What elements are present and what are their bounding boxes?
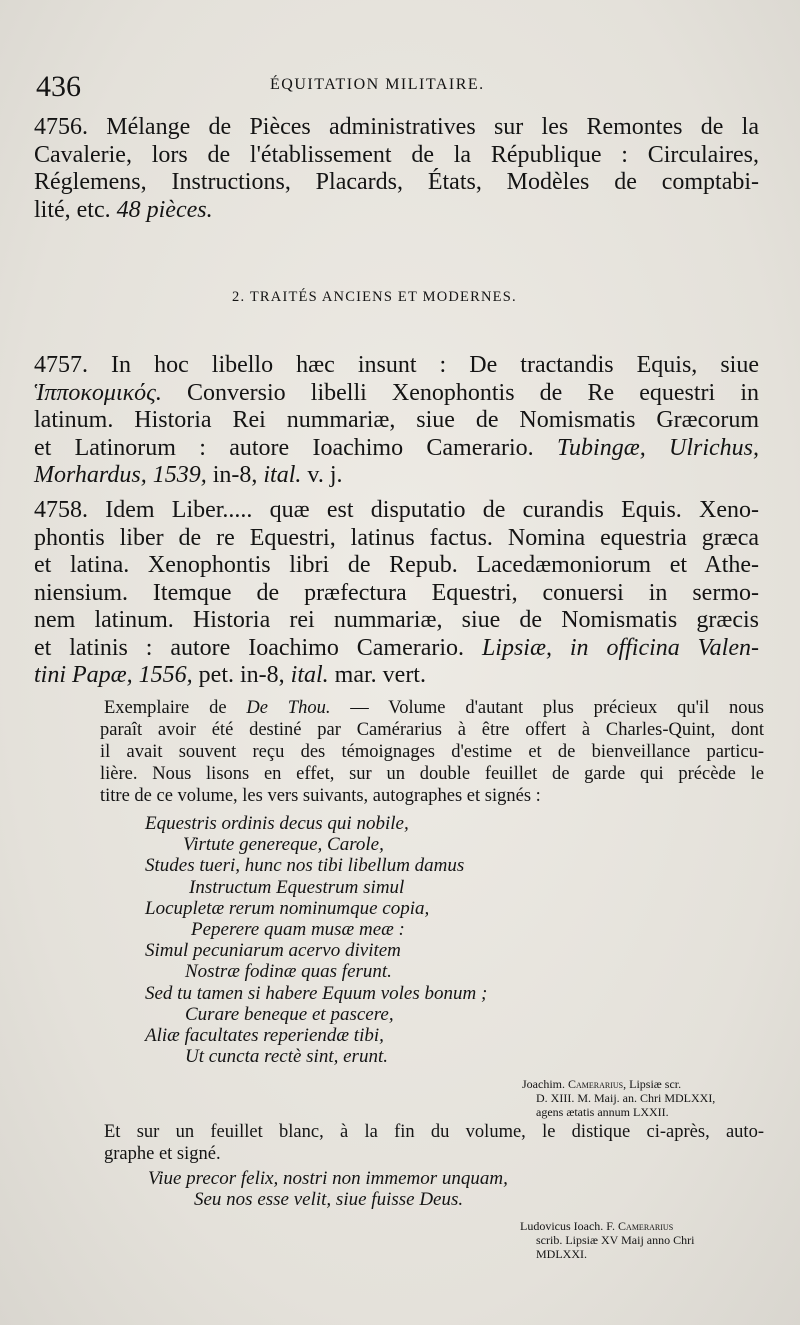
section-heading: 2. TRAITÉS ANCIENS ET MODERNES. [232,289,517,305]
entry-line [34,662,759,690]
entry-line: niensium. Itemque de præfectura Equestri, conuersi in sermo- [34,579,759,606]
running-title: ÉQUITATION MILITAIRE. [270,76,485,93]
page-number: 436 [36,70,81,103]
entry-line: Cavalerie, lors de l'établissement de la République : Circulaires, [34,141,759,168]
note-line: graphe et signé. [104,1144,221,1164]
entry-line: latinum. Historia Rei nummariæ, siue de Nomismatis Græcorum [34,407,759,433]
poem-verse: Equestris ordinis decus qui nobile, [145,813,409,834]
note-line: Et sur un feuillet blanc, à la fin du volume, le distique ci-après, auto- [104,1122,764,1142]
note-line [104,697,764,719]
signature-text: Lipsiæ scr. [629,1077,682,1091]
note-line: il avait souvent reçu des témoignages d'estime et de bienveillance particu- [100,742,764,762]
typeface: ital. [263,462,302,488]
entry-text: lité, etc. [34,196,111,223]
entry-line: 4756. Mélange de Pièces administratives sur les Remontes de la [34,114,759,140]
format: in-8, [212,462,258,488]
piece-count: 48 pièces. [116,196,213,223]
signature-line [520,1219,694,1233]
entry-line: 4757. In hoc libello hæc insunt : De tractandis Equis, siue [34,352,759,378]
binding: mar. vert. [334,662,426,688]
poem-verse: Aliæ facultates reperiendæ tibi, [145,1025,384,1047]
poem-verse: Nostræ fodinæ quas ferunt. [185,961,392,983]
entry-line [34,635,759,663]
latin-distich [148,1168,508,1210]
poem-verse: Peperere quam musæ meæ : [191,919,405,941]
entry-line [34,462,759,490]
provenance-note [100,697,764,807]
poem-verse: Curare beneque et pascere, [185,1003,394,1025]
typeface: ital. [290,662,329,688]
entry-line: phontis liber de re Equestri, latinus factus. Nomina equestria græca [34,524,759,551]
signature-line: scrib. Lipsiæ XV Maij anno Chri [536,1233,695,1247]
note-text: Exemplaire de [104,698,227,718]
author-name: Camerarius [618,1219,674,1233]
distich-note [104,1121,764,1165]
format: pet. in-8, [198,662,285,688]
greek-word: Ἱπποκομικός. [34,379,162,406]
entry-4756 [34,114,759,224]
entry-text: et latinis : autore Ioachimo Camerario. [34,634,465,661]
note-line: titre de ce volume, les vers suivants, autographes et signés : [100,786,541,806]
entry-4758 [34,497,759,690]
note-text: — Volume d'autant plus précieux qu'il nous [350,698,764,718]
poem-verse: Ut cuncta rectè sint, erunt. [185,1046,388,1068]
poem-verse: Locupletæ rerum nominumque copia, [145,897,430,919]
signature-line: D. XIII. M. Maij. an. Chri MDLXXI, [536,1091,716,1105]
signature-line [522,1077,715,1091]
imprint: Morhardus, 1539, [34,462,207,488]
imprint: Tubingæ, Ulrichus, [557,434,760,461]
entry-text: Conversio libelli Xenophontis de Re equestri in [187,379,760,406]
poem-verse: Virtute genereque, Carole, [183,834,384,856]
poem-verse: Instructum Equestrum simul [189,876,405,898]
distich-verse: Seu nos esse velit, siue fuisse Deus. [194,1189,464,1211]
signature-block [522,1077,715,1119]
poem-verse: Sed tu tamen si habere Equum voles bonum ; [145,982,488,1004]
signature-line: agens ætatis annum LXXII. [536,1105,669,1119]
entry-line [34,435,759,463]
owner-name: De Thou. [246,698,331,718]
entry-4757 [34,352,759,490]
note-line: paraît avoir été destiné par Camérarius à être offert à Charles-Quint, dont [100,720,764,740]
entry-text: et Latinorum : autore Ioachimo Camerario. [34,434,534,461]
note-line: lière. Nous lisons en effet, sur un double feuillet de garde qui précède le [100,764,764,784]
author-name: Camerarius, [568,1077,627,1091]
imprint: Lipsiæ, in officina Valen- [481,634,759,661]
latin-poem [145,813,487,1067]
imprint: tini Papæ, 1556, [34,662,193,688]
signature-text: Joachim. [522,1077,565,1091]
entry-line: Réglemens, Instructions, Placards, États, Modèles de comptabi- [34,169,759,195]
distich-verse: Viue precor felix, nostri non immemor unquam, [148,1168,508,1189]
entry-line: et latina. Xenophontis libri de Repub. Lacedæmoniorum et Athe- [34,552,759,578]
entry-line [34,380,759,408]
poem-verse: Simul pecuniarum acervo divitem [145,940,401,962]
signature-block [520,1219,694,1261]
entry-line: 4758. Idem Liber..... quæ est disputatio de curandis Equis. Xeno- [34,497,759,523]
entry-line [34,197,759,225]
binding: v. j. [307,462,343,488]
poem-verse: Studes tueri, hunc nos tibi libellum damus [145,855,465,877]
signature-text: Ludovicus Ioach. F. [520,1219,616,1233]
entry-line: nem latinum. Historia rei nummariæ, siue de Nomismatis græcis [34,607,759,633]
signature-line: MDLXXI. [536,1247,587,1261]
